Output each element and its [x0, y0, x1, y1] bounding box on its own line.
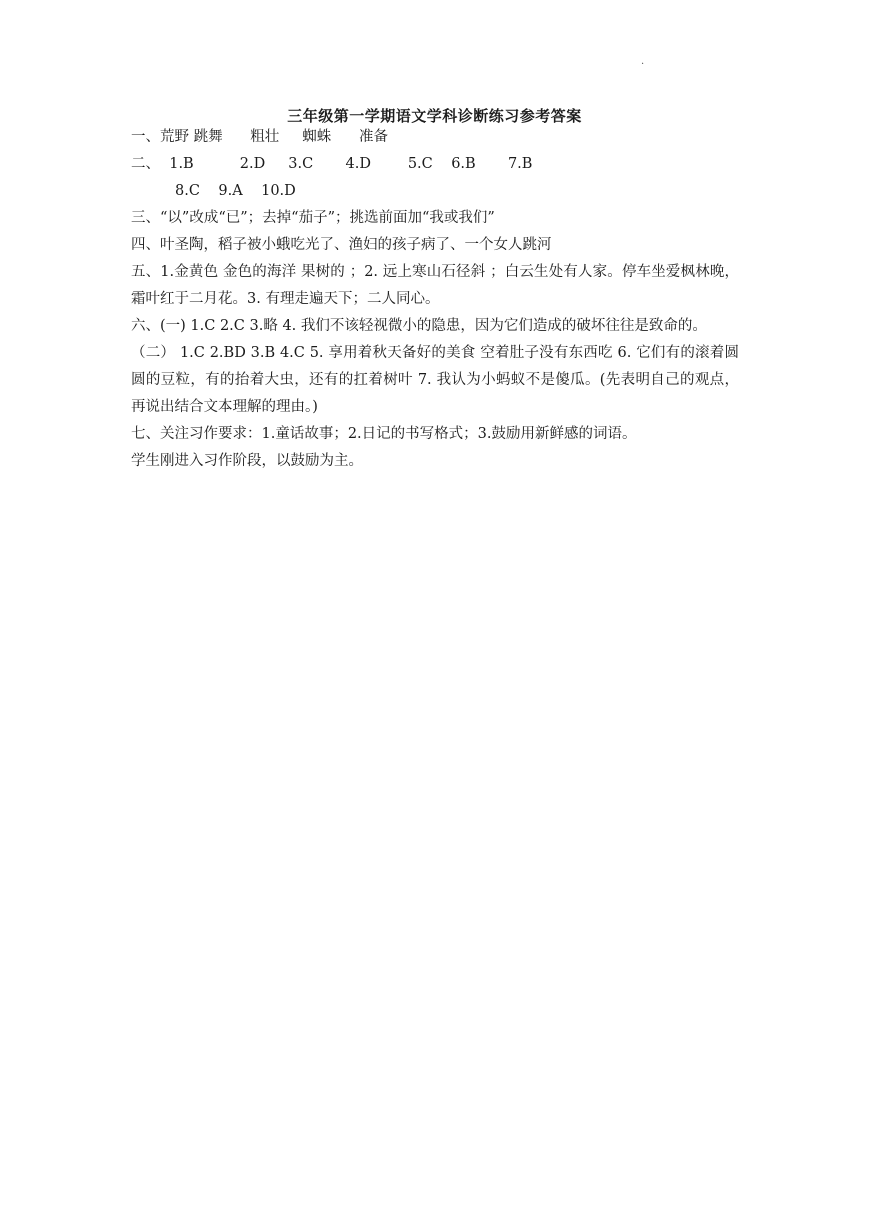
answer-section-2-line-2: 8.C 9.A 10.D — [175, 183, 296, 199]
answer-content — [131, 124, 739, 475]
answer-section-6-part-1: 六、(一) 1.C 2.C 3.略 4. 我们不该轻视微小的隐患，因为它们造成的破坏往往是致命的。 — [131, 318, 707, 334]
answer-section-8: 学生刚进入习作阶段，以鼓励为主。 — [131, 453, 363, 469]
answer-section-3: 三、“以”改成“已”；去掉“茄子”；挑选前面加“我或我们” — [131, 210, 495, 226]
header-mark: . — [641, 56, 645, 67]
answer-section-7: 七、关注习作要求：1.童话故事；2.日记的书写格式；3.鼓励用新鲜感的词语。 — [131, 426, 637, 442]
answer-section-2-line-1: 二、 1.B 2.D 3.C 4.D 5.C 6.B 7.B — [131, 156, 533, 172]
answer-section-4: 四、叶圣陶，稻子被小蛾吃光了、渔妇的孩子病了、一个女人跳河 — [131, 237, 552, 253]
page-title: 三年级第一学期语文学科诊断练习参考答案 — [287, 107, 582, 125]
answer-section-5: 五、1.金黄色 金色的海洋 果树的 ；2. 远上寒山石径斜 ；白云生处有人家。停车坐爱枫林晚，霜叶红于二月花。3. 有理走遍天下；二人同心。 — [131, 264, 739, 307]
answer-section-1: 一、荒野 跳舞 粗壮 蜘蛛 准备 — [131, 129, 388, 145]
answer-section-6-part-2: （二） 1.C 2.BD 3.B 4.C 5. 享用着秋天备好的美食 空着肚子没有东西吃 6. 它们有的滚着圆圆的豆粒，有的抬着大虫，还有的扛着树叶 7. 我认为小蚂蚁不是傻瓜。(先表明自己的观点，再说出结合文本理解的理由。) — [131, 345, 739, 415]
